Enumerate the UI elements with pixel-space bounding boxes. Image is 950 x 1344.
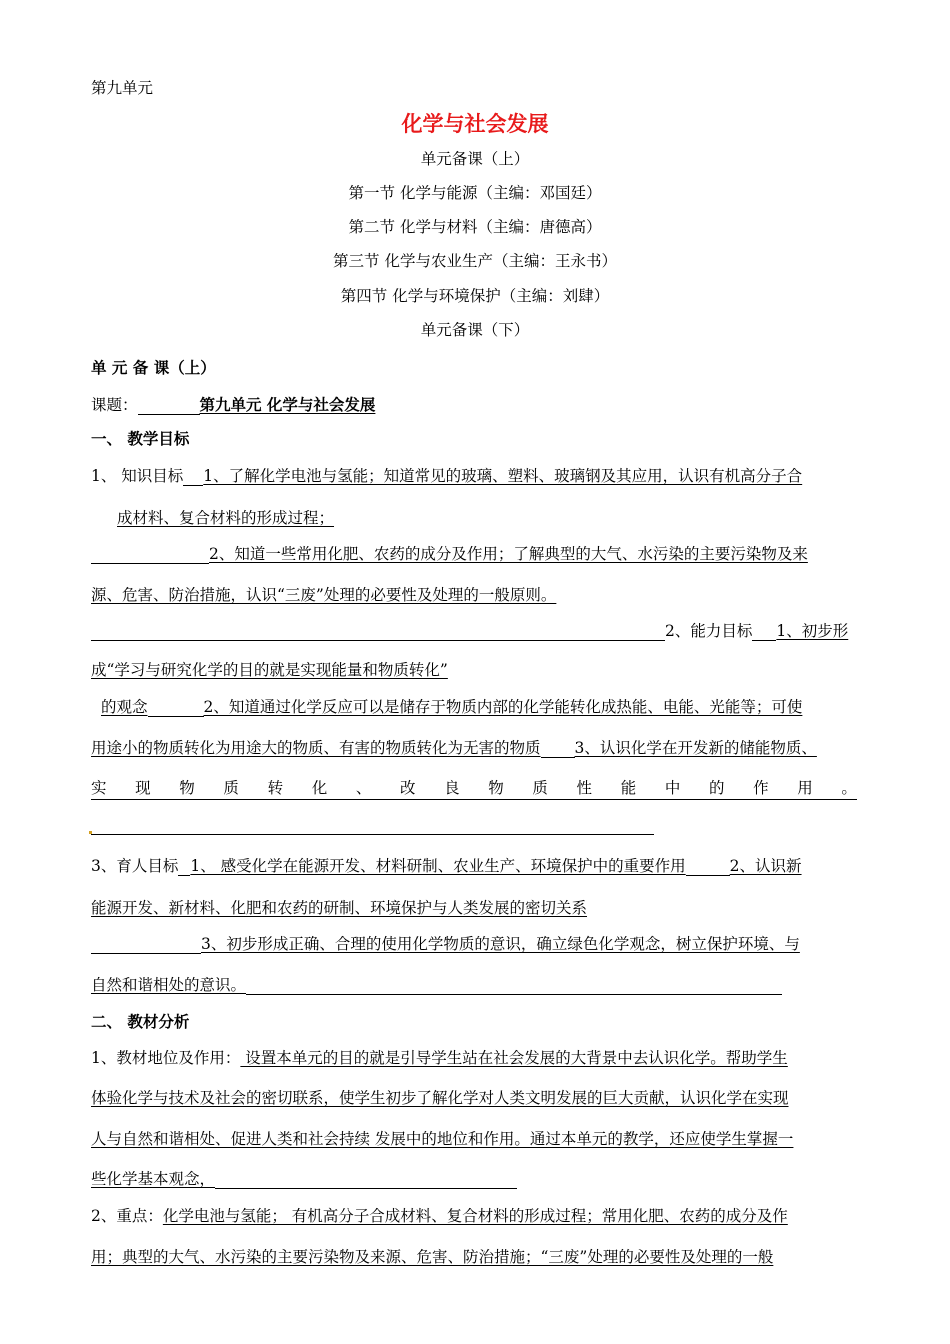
ability-3b-char: 化 <box>311 779 328 797</box>
blank-rule <box>91 834 654 835</box>
key-line-2 <box>91 1247 773 1267</box>
position-4: 些化学基本观念， <box>91 1170 216 1188</box>
ability-line-2 <box>91 660 448 680</box>
key-label: 2、重点： <box>91 1207 163 1225</box>
ability-3b-char: 良 <box>444 779 460 797</box>
blank <box>91 547 209 564</box>
moral-line-4 <box>91 975 782 995</box>
knowledge-line-1 <box>91 466 802 486</box>
moral-line-3 <box>91 934 800 954</box>
key-line-1 <box>91 1206 788 1226</box>
unit-label: 第九单元 <box>91 79 154 97</box>
ability-3b-char: 性 <box>576 779 593 797</box>
ability-3b-char: 。 <box>841 779 857 797</box>
ability-3b-char: 转 <box>267 779 284 797</box>
ability-3b-char: 质 <box>223 779 239 797</box>
position-1: 设置本单元的目的就是引导学生站在社会发展的大背景中去认识化学。帮助学生 <box>240 1049 788 1067</box>
topic-label: 课题： <box>91 396 138 414</box>
ability-2b: 用途小的物质转化为用途大的物质、有害的物质转化为无害的物质 <box>91 739 541 757</box>
ability-3b-char: 作 <box>753 779 769 797</box>
ability-line-5 <box>91 778 857 800</box>
blank <box>541 741 575 758</box>
topic-value: 第九单元 化学与社会发展 <box>199 396 376 414</box>
position-line-2 <box>91 1088 789 1108</box>
key-1: 化学电池与氢能； 有机高分子合成材料、复合材料的形成过程；常用化肥、农药的成分及作 <box>162 1207 788 1225</box>
moral-line-2 <box>91 898 587 918</box>
moral-line-1 <box>91 856 802 876</box>
toc-item: 第二节 化学与材料（主编：唐德高） <box>348 218 602 236</box>
moral-2b: 能源开发、新材料、化肥和农药的研制、环境保护与人类发展的密切关系 <box>91 899 588 917</box>
knowledge-line-4 <box>91 585 556 605</box>
blank <box>91 624 665 641</box>
blank <box>91 937 201 954</box>
knowledge-line-2 <box>117 508 334 528</box>
moral-label: 3、育人目标 <box>91 857 179 875</box>
goals-heading: 一、 教学目标 <box>91 430 190 448</box>
section-heading: 单 元 备 课（上） <box>91 359 216 377</box>
position-3: 人与自然和谐相处、促进人类和社会持续 发展中的地位和作用。通过本单元的教学，还应使学生掌握一 <box>91 1130 794 1148</box>
ability-line-3 <box>91 697 802 717</box>
ability-label: 2、能力目标 <box>665 622 753 640</box>
blank <box>148 700 204 717</box>
knowledge-line-3 <box>91 544 808 564</box>
ability-3b-char: 能 <box>620 779 637 797</box>
knowledge-2a: 2、知道一些常用化肥、农药的成分及作用；了解典型的大气、水污染的主要污染物及来 <box>209 545 808 563</box>
analysis-heading: 二、 教材分析 <box>91 1013 190 1031</box>
topic-blank <box>138 398 200 415</box>
moral-1: 1、 感受化学在能源开发、材料研制、农业生产、环境保护中的重要作用 <box>190 857 686 875</box>
ability-3b-char: 实 <box>91 779 107 797</box>
ability-1c: 的观念 <box>101 698 148 716</box>
position-2: 体验化学与技术及社会的密切联系，使学生初步了解化学对人类文明发展的巨大贡献，认识化学在实现 <box>91 1089 789 1107</box>
moral-3a: 3、初步形成正确、合理的使用化学物质的意识，确立绿色化学观念，树立保护环境、与 <box>201 935 800 953</box>
blank <box>178 859 190 876</box>
ability-2a: 2、知道通过化学反应可以是储存于物质内部的化学能转化成热能、电能、光能等；可使 <box>203 698 803 716</box>
blank <box>183 469 203 486</box>
position-label: 1、教材地位及作用： <box>91 1049 241 1067</box>
ability-3b-char: 物 <box>179 779 195 797</box>
ability-3b-char: 改 <box>399 779 416 797</box>
knowledge-label: 1、 知识目标 <box>91 467 184 485</box>
ability-3b-char: 物 <box>488 779 504 797</box>
knowledge-1b: 成材料、复合材料的形成过程； <box>117 509 335 527</box>
ability-3b-char: 用 <box>797 779 813 797</box>
position-line-1 <box>91 1048 788 1068</box>
topic-line <box>91 395 375 415</box>
toc-item: 第一节 化学与能源（主编：邓国廷） <box>348 184 602 202</box>
ability-1a: 1、初步形 <box>776 622 849 640</box>
ability-3a: 3、认识化学在开发新的储能物质、 <box>574 739 817 757</box>
position-line-3 <box>91 1129 793 1149</box>
toc-item: 单元备课（上） <box>420 150 530 168</box>
blank <box>246 978 782 995</box>
ability-3b-char: 、 <box>355 779 372 797</box>
position-line-4 <box>91 1169 517 1189</box>
key-2: 用；典型的大气、水污染的主要污染物及来源、危害、防治措施；“三废”处理的必要性及处理的一般 <box>91 1248 774 1266</box>
ability-line-4 <box>91 738 817 758</box>
toc-item: 第四节 化学与环境保护（主编：刘肆） <box>340 287 610 305</box>
blank <box>752 624 776 641</box>
ability-3b-char: 的 <box>708 779 725 797</box>
blank <box>686 859 730 876</box>
ability-line-1 <box>91 621 848 641</box>
knowledge-2b: 源、危害、防治措施，认识“三废”处理的必要性及处理的一般原则。 <box>91 586 557 604</box>
moral-3b: 自然和谐相处的意识。 <box>91 976 247 994</box>
page-title: 化学与社会发展 <box>401 112 549 136</box>
toc-item: 第三节 化学与农业生产（主编：王永书） <box>333 252 617 270</box>
moral-2a: 2、认识新 <box>729 857 802 875</box>
toc-item: 单元备课（下） <box>420 321 530 339</box>
blank <box>215 1172 517 1189</box>
knowledge-1a: 1、了解化学电池与氢能；知道常见的玻璃、塑料、玻璃钢及其应用，认识有机高分子合 <box>203 467 803 485</box>
ability-3b-char: 中 <box>664 779 681 797</box>
ability-3b-char: 质 <box>532 779 548 797</box>
ability-3b-char: 现 <box>135 779 151 797</box>
ability-1b: 成“学习与研究化学的目的就是实现能量和物质转化” <box>91 661 448 679</box>
